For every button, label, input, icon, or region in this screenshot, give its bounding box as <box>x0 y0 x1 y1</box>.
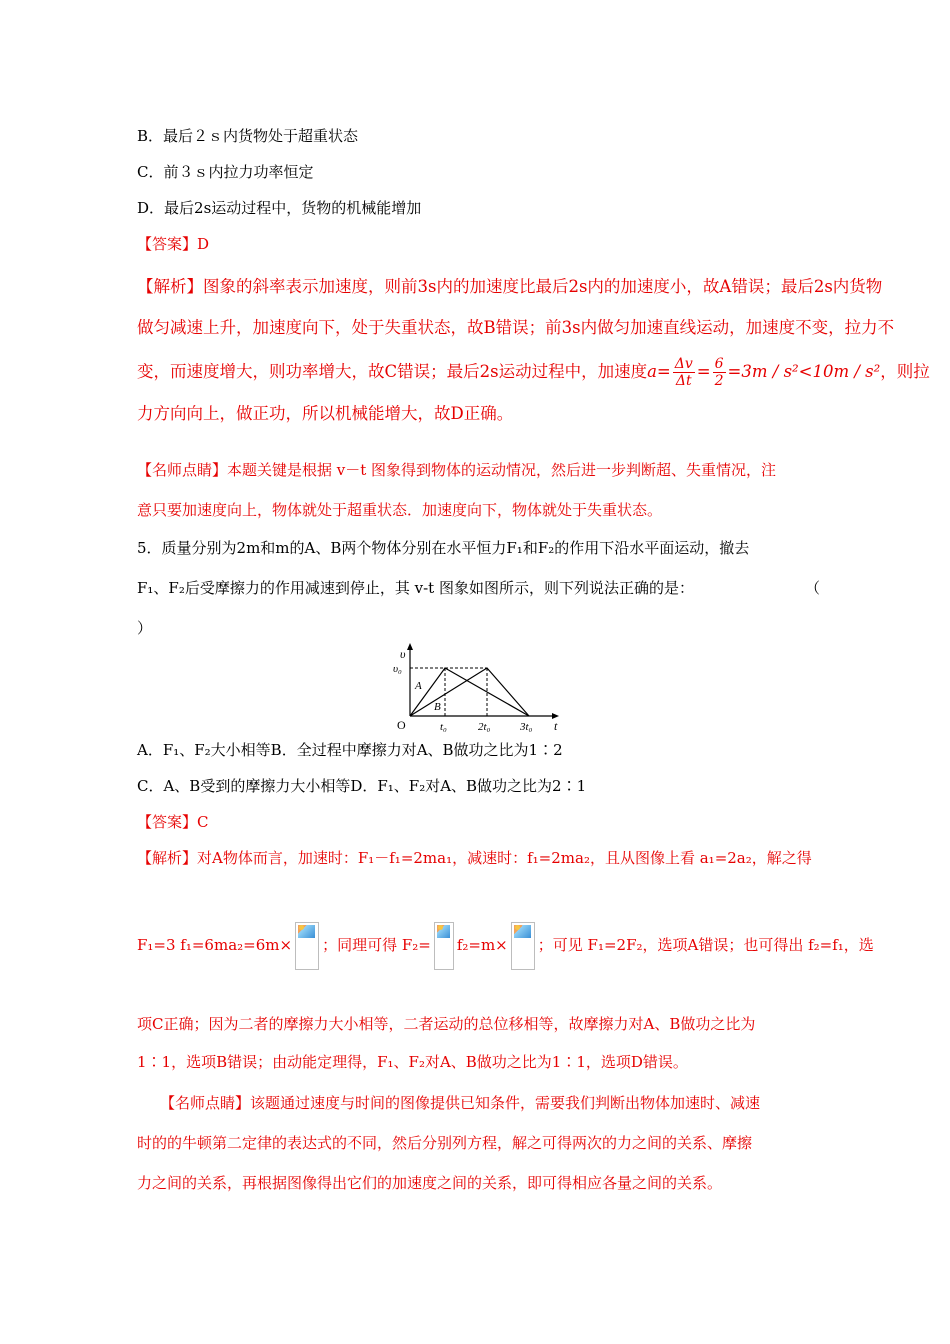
vt-graph <box>392 642 562 732</box>
analysis-4-line-1: 【解析】图象的斜率表示加速度，则前3s内的加速度比最后2s内的加速度小，故A错误；最后2s内货物 <box>137 277 883 296</box>
formula-frac-6-2 <box>713 356 726 389</box>
analysis-4-line-3 <box>137 356 930 389</box>
answer-5: 【答案】C <box>137 813 209 831</box>
option-d: D．最后2s运动过程中，货物的机械能增加 <box>137 199 422 217</box>
broken-image-icon <box>434 922 454 970</box>
tick-3t0: 3t₀ <box>520 721 533 733</box>
label-a: A <box>415 680 422 692</box>
q5-paren-open: （ <box>805 579 821 597</box>
tip-5-line-2: 时的的牛顿第二定律的表达式的不同，然后分别列方程，解之可得两次的力之间的关系、摩擦 <box>137 1134 753 1152</box>
label-b: B <box>434 701 441 713</box>
q5-option-line-1: A．F₁、F₂大小相等B．全过程中摩擦力对A、B做功之比为1∶2 <box>137 741 563 759</box>
q5-stem-line-2: F₁、F₂后受摩擦力的作用减速到停止，其 v-t 图象如图所示，则下列说法正确的是： <box>137 579 694 597</box>
analysis-5-line-2 <box>137 922 874 970</box>
analysis-5-line-1: 【解析】对A物体而言，加速时：F₁－f₁=2ma₁，减速时：f₁=2ma₂，且从图像上看 a₁=2a₂，解之得 <box>137 849 812 867</box>
formula-eq: = <box>696 362 711 381</box>
analysis-5-line-3: 项C正确；因为二者的摩擦力大小相等，二者运动的总位移相等，故摩擦力对A、B做功之比为 <box>137 1015 756 1033</box>
origin-label: O <box>397 718 406 732</box>
v-axis-label: υ <box>400 647 406 661</box>
q5-stem-line-3: ） <box>137 619 153 637</box>
analysis-5-line-4: 1∶1，选项B错误；由动能定理得，F₁、F₂对A、B做功之比为1∶1，选项D错误。 <box>137 1053 688 1071</box>
analysis-4-line-2: 做匀减速上升，加速度向下，处于失重状态，故B错误；前3s内做匀加速直线运动，加速度不变，拉力不 <box>137 318 895 337</box>
formula-dv: Δv <box>674 356 693 372</box>
tick-t0: t₀ <box>440 721 447 733</box>
v-axis-arrow <box>407 643 413 650</box>
formula-frac-dv-dt <box>673 356 695 389</box>
q5-option-line-2: C．A、B受到的摩擦力大小相等D．F₁、F₂对A、B做功之比为2∶1 <box>137 777 587 795</box>
q5-stem-line-1: 5．质量分别为2m和m的A、B两个物体分别在水平恒力F₁和F₂的作用下沿水平面运动，撤去 <box>137 539 750 557</box>
answer-4: 【答案】D <box>137 235 210 253</box>
formula-acceleration <box>647 356 881 389</box>
option-b: B．最后２ｓ内货物处于超重状态 <box>137 127 359 145</box>
tip-4-line-1: 【名师点睛】本题关键是根据 v－t 图象得到物体的运动情况，然后进一步判断超、失重情况，注 <box>137 461 777 479</box>
analysis-4-line-3-end: ，则拉 <box>880 362 930 381</box>
t-axis-label: t <box>554 719 558 733</box>
analysis-5-line-2-d: ；可见 F₁=2F₂，选项A错误；也可得出 f₂=f₁，选 <box>537 936 874 954</box>
formula-dt: Δt <box>675 373 692 389</box>
v0-label: υ₀ <box>393 663 402 675</box>
formula-rest: =3m / s²<10m / s² <box>727 362 881 381</box>
analysis-4-line-4: 力方向向上，做正功，所以机械能增大，故D正确。 <box>137 404 514 423</box>
broken-image-icon <box>511 922 535 970</box>
analysis-4-line-3-text: 变，而速度增大，则功率增大，故C错误；最后2s运动过程中，加速度 <box>137 362 648 381</box>
analysis-5-line-2-c: f₂=m× <box>456 936 508 954</box>
formula-6: 6 <box>714 356 724 372</box>
analysis-5-line-2-b: ；同理可得 F₂= <box>322 936 431 954</box>
analysis-5-line-2-a: F₁=3 f₁=6ma₂=6m× <box>137 936 293 954</box>
option-c: C．前３ｓ内拉力功率恒定 <box>137 163 314 181</box>
formula-2: 2 <box>714 373 724 389</box>
formula-a: a= <box>647 362 671 381</box>
tick-2t0: 2t₀ <box>478 721 491 733</box>
tip-5-line-3: 力之间的关系，再根据图像得出它们的加速度之间的关系，即可得相应各量之间的关系。 <box>137 1174 723 1192</box>
tip-5-line-1: 【名师点睛】该题通过速度与时间的图像提供已知条件，需要我们判断出物体加速时、减速 <box>160 1094 761 1112</box>
tip-4-line-2: 意只要加速度向上，物体就处于超重状态．加速度向下，物体就处于失重状态。 <box>137 501 663 519</box>
line-a <box>410 668 529 716</box>
broken-image-icon <box>295 922 319 970</box>
